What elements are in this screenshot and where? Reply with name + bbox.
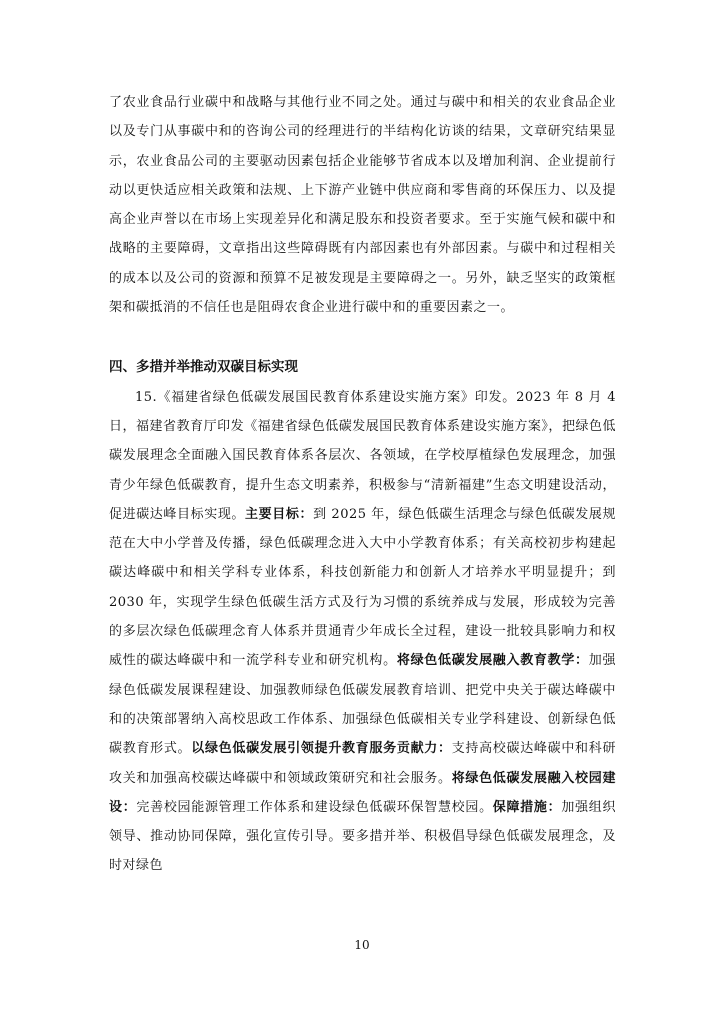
education-service-text: 支持高校碳达峰碳中和科研攻关和加强高校碳达峰碳中和领域政策研究和社会服务。 — [109, 741, 616, 786]
label-education-service: 以绿色低碳发展引领提升教育服务贡献力： — [191, 741, 452, 757]
campus-construction-text: 完善校园能源管理工作体系和建设绿色低碳环保智慧校园。 — [136, 799, 493, 815]
label-main-goals: 主要目标： — [245, 506, 314, 522]
label-safeguard-measures: 保障措施： — [492, 799, 562, 815]
education-teaching-text: 加强绿色低碳发展课程建设、加强教师绿色低碳发展教育培训、把党中央关于碳达峰碳中和的决策部署纳入高校思政工作体系、加强绿色低碳相关专业学科建设、创新绿色低碳教育形式。 — [109, 653, 616, 757]
item-15-paragraph — [109, 383, 616, 881]
document-body — [109, 88, 616, 881]
main-goals-text: 到 2025 年，绿色低碳生活理念与绿色低碳发展规范在大中小学普及传播，绿色低碳理念进入大中小学教育体系；有关高校初步构建起碳达峰碳中和相关学科专业体系，科技创新能力和创新人才培养水平明显提升；到 2030 年，实现学生绿色低碳生活方式及行为习惯的系统养成与发展，形成较为完善的多层次绿色低碳理念育人体系并贯通青少年成长全过程，建设一批较具影响力和权威性的碳达峰碳中和一流学科专业和研究机构。 — [109, 506, 616, 669]
page-number: 10 — [354, 938, 370, 952]
safeguard-measures-text: 加强组织领导、推动协同保障，强化宣传引导。要多措并举、积极倡导绿色低碳发展理念，及时对绿色 — [109, 799, 616, 874]
label-education-teaching: 将绿色低碳发展融入教育教学： — [396, 653, 589, 669]
item-15-title: 15.《福建省绿色低碳发展国民教育体系建设实施方案》印发。 — [135, 389, 517, 405]
section-heading: 四、多措并举推动双碳目标实现 — [109, 359, 298, 376]
paragraph-carbon-neutral-agrifood: 了农业食品行业碳中和战略与其他行业不同之处。通过与碳中和相关的农业食品企业以及专门从事碳中和的咨询公司的经理进行的半结构化访谈的结果，文章研究结果显示，农业食品公司的主要驱动因素包括企业能够节省成本以及增加利润、企业提前行动以更快适应相关政策和法规、上下游产业链中供应商和零售商的环保压力、以及提高企业声誉以在市场上实现差异化和满足股东和投资者要求。至于实施气候和碳中和战略的主要障碍，文章指出这些障碍既有内部因素也有外部因素。与碳中和过程相关的成本以及公司的资源和预算不足被发现是主要障碍之一。另外，缺乏坚实的政策框架和碳抵消的不信任也是阻碍农食企业进行碳中和的重要因素之一。 — [109, 95, 616, 316]
label-campus-construction: 将绿色低碳发展融入校园建设： — [109, 770, 616, 815]
item-15-intro: 2023 年 8 月 4 日，福建省教育厅印发《福建省绿色低碳发展国民教育体系建设实施方案》，把绿色低碳发展理念全面融入国民教育体系各层次、各领域，在学校厚植绿色发展理念，加强青少年绿色低碳教育，提升生态文明素养，积极参与“清新福建”生态文明建设活动，促进碳达峰目标实现。 — [109, 389, 616, 522]
